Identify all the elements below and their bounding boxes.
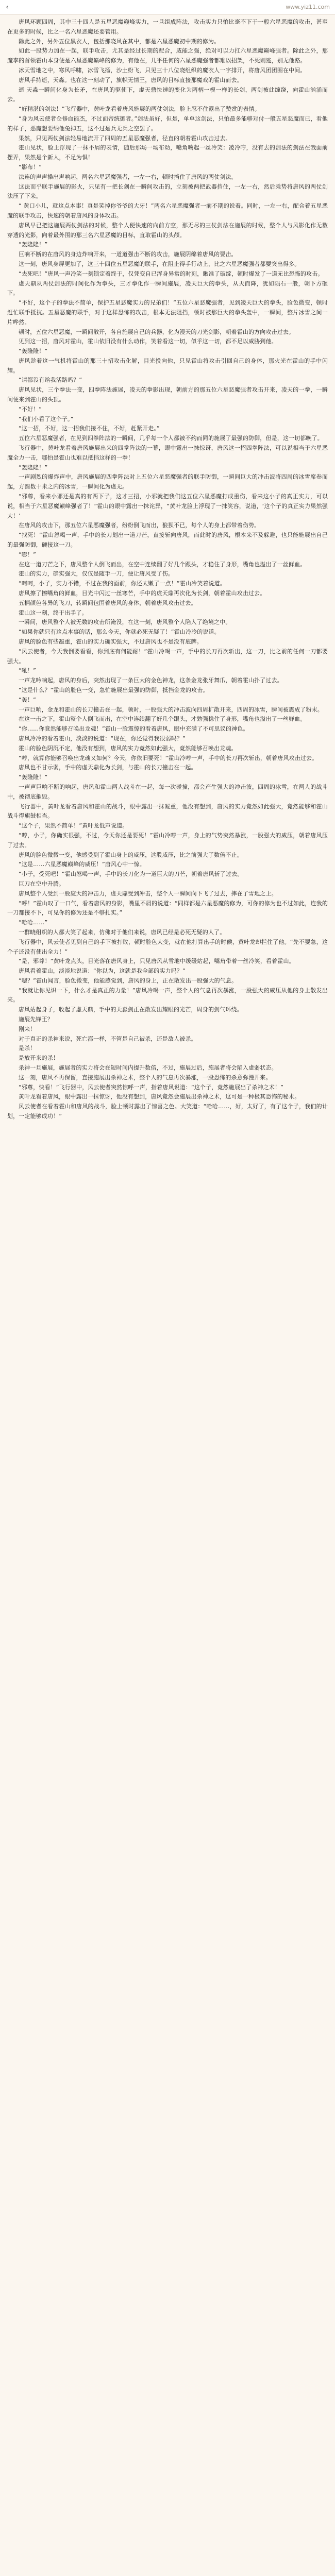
paragraph: 五位六星恶魔强者，在见到四拳阵法的一瞬间，几乎每一个人都被不约而同的施展了最强的防御，但是，这一切都晚了。 bbox=[19, 435, 323, 442]
paragraph: “轰隆隆！” bbox=[19, 774, 48, 781]
paragraph: “小子，受死吧！”霍山怒喝一声，手中的长刀化为一道巨大的刀芒，朝着唐风斩了过去。 bbox=[19, 871, 243, 878]
paragraph: 法连的声声操出声响起，两名六星恶魔强者，一左一右，顿时挡住了唐风的两仗剑法。 bbox=[19, 173, 237, 180]
paragraph: “这是……六星恶魔巅峰的威压！”唐风心中一惊。 bbox=[19, 861, 145, 868]
paragraph: “请都沒有给我活路吗？” bbox=[19, 377, 82, 384]
paragraph: “这一招，不好，这一招我们接不住，不好，赶紧开走。” bbox=[19, 425, 160, 432]
paragraph: “ 黄口小儿，就这点本事！真是笑掉你爷爷的大牙！”两名六星恶魔强者一前不期的说着。同时，一左一右，配合着五星恶魔的联手攻击，快速的朝着唐风的身体攻击。 bbox=[7, 202, 328, 219]
paragraph: “哈哈……” bbox=[19, 919, 48, 926]
paragraph: “吼！” bbox=[19, 667, 36, 674]
paragraph: “找死！”霍山怒喝一声，手中的长刀划出一道刀芒，直接斩向唐风，而此时的唐风，根本来不及躲避，也只能施展出自己的最强防御，硬接这一刀。 bbox=[7, 532, 328, 549]
paragraph: 唐风也不甘示弱，手中的虚天鼎化为长剑，与霍山的长刀撞击在一起。 bbox=[19, 764, 197, 771]
paragraph: 对于真正的杀神来说，死亡都一样，不管是自己被杀，还是敌人被杀。 bbox=[19, 1035, 197, 1042]
paragraph: 在这一击之下，霍山整个人倒飞而出，在空中连续翻了好几个跟头，才勉强稳住了身形，嘴角也溢出了一丝鲜血。 bbox=[19, 716, 306, 723]
paragraph: “哼，就算你能够召唤出龙魂又如何？今天，你依旧要死！”霍山冷哼一声，手中的长刀再次斩出，朝着唐风攻击过去。 bbox=[19, 754, 318, 761]
paragraph: 顿时，五位六星恶魔，一瞬间散开，各自施展自己的兵器，化为漫天的刀光剑影，朝着霍山的方向攻击过去。 bbox=[19, 328, 295, 335]
paragraph: “身为风云使者仓修血能杰，不过面帝统御者。”剑法虽好，但是，单单这剑法，只怕最多能够对付一般五星恶魔而已，看他的样子，恶魔想要纳他兔掉五，这不过是兵无兵之空罢了。 bbox=[7, 115, 328, 132]
paragraph: 唐风整个人受到一股庞大的冲击力，虚天鼎受到冲击，整个人一瞬间向下飞了过去，摔在了雪地之上。 bbox=[19, 890, 277, 897]
paragraph: “轰隆隆！” bbox=[19, 464, 48, 471]
paragraph: “邪尊，快看！”飞行器中，风云使者突然惊呼一声，指着唐风说道：“这个子，竟然施展出了杀神之术！” bbox=[19, 1083, 283, 1091]
paragraph: 黄叶龙看着唐风，眼中露出一抹惊讶，他没有想到，唐风竟然会施展出杀神之术，这可是一种极其恐怖的秘术。 bbox=[19, 1093, 300, 1100]
paragraph: “不好！” bbox=[19, 405, 42, 413]
paragraph: 刚来！ bbox=[19, 1025, 36, 1032]
paragraph: 一声巨响，金龙和霍山的长刀撞击在一起，顿时，一股强大的冲击波向四周扩散开来，四周的冰雪，瞬间被震成了粉末。 bbox=[19, 706, 323, 713]
paragraph: 唐风站起身子，收起了虚天鼎，手中的天淼剑正在散发出耀眼的光芒，周身的剑气环绕。 bbox=[19, 1006, 243, 1013]
paragraph: 在唐风的攻击下，那五位六星恶魔强者，纷纷倒飞而出，狼狈不已，每个人的身上都带着伤势。 bbox=[19, 522, 260, 529]
paragraph: “是，邪尊！”黄叶龙点头，目光落在唐风身上，只见唐风从雪地中缓缓站起，嘴角带着一丝冷笑，看着霍山。 bbox=[19, 958, 295, 965]
paragraph: 一声龙吟响起，唐风的身后，突然出现了一条巨大的金色神龙，这条金龙张牙舞爪，朝着霍山扑了过去。 bbox=[19, 677, 283, 684]
site-watermark-top: www.yiz11.com bbox=[286, 4, 330, 10]
paragraph: 五柄颜色各异的飞刀，转瞬间包围着唐风的身体，朝着唐风攻击过去。 bbox=[19, 599, 197, 606]
paragraph: 是放开来的杀！ bbox=[19, 1055, 59, 1062]
paragraph: “去死吧！”唐风一声冷笑一刻锁定着终于，仅凭变自已浑身异常的时刻，瞅准了破绽，顿时爆发了一道无比恐怖的攻击。 bbox=[19, 270, 324, 277]
paragraph: 果然，只见两仗剑法轻易地流开了四周的五星恶魔强者，径直的朝着霍山攻击过去。 bbox=[19, 134, 231, 142]
paragraph: “轰隆隆！” bbox=[19, 348, 48, 355]
paragraph: 施展先锋王？ bbox=[19, 1016, 53, 1023]
paragraph: “轰隆隆！” bbox=[19, 241, 48, 248]
paragraph: “风云使者，今天我倒要看看，你到底有何能耐！”霍山冷喝一声，手中的长刀再次斩出，这一刀，比之前的任何一刀都要强大。 bbox=[7, 648, 328, 665]
back-arrow-icon[interactable]: ‹ bbox=[6, 3, 9, 11]
paragraph: 唐风的脸色微微一变，他感受到了霍山身上的威压，这股威压，比之前强大了数倍不止。 bbox=[19, 851, 243, 858]
paragraph: 霍山的实力，确实强大，仅仅是随手一刀，便让唐风受了伤。 bbox=[19, 570, 174, 578]
paragraph: 唐风冷冷的看着霍山，淡淡的说道：“现在，你还觉得我很弱吗？” bbox=[19, 735, 186, 742]
paragraph: “不好，这个子的拳法不简单，保护五星恶魔实力的兄弟们！”五位六星恶魔强者，见到凌天巨大的拳头，脸色微变，顿时赶忙联手抵抗。五星恶魔的联手，对于这样恐怖的攻击，根本无法阻挡，顿时被那巨大的拳头轰中，一瞬间，整片冰雪之间一片哗然。 bbox=[7, 299, 328, 326]
paragraph: 一瞬间，唐风整个人被无数的攻击所淹没，在这一刻，唐风整个人陷入了绝境之中。 bbox=[19, 619, 231, 626]
paragraph: “嗯？”霍山闻言，脸色微变，他能感觉到，唐风的身上，正在散发出一股强大的气息。 bbox=[19, 977, 238, 984]
paragraph: 风云使者在看着霍山和唐风的战斗，脸上顿时露出了惊喜之色。大笑道：“哈哈……，好，太好了，有了这个子，我们的计划，一定能够成功！” bbox=[7, 1103, 328, 1120]
paragraph: 唐风的脸色有些凝重，霍山的实力确实强大，不过唐风也不是没有底牌。 bbox=[19, 638, 203, 645]
paragraph: 是杀！ bbox=[19, 1045, 36, 1052]
paragraph: 飞行器中，黄叶龙看着唐风和霍山的战斗，眼中露出一抹凝重，他没有想到，唐风的实力竟然如此强大，竟然能够和霍山战斗得旗鼓相当。 bbox=[7, 803, 328, 820]
paragraph: “你……你竟然能够召唤出龙魂！”霍山一脸震惊的看着唐风，眼中充满了不可思议的神色。 bbox=[19, 725, 249, 733]
paragraph: “呼！”霍山叹了一口气，看着唐风的身影，嘴里不屑的说道：“同样都是六星恶魔的修为，可你的修为也不过如此，连我的一刀都接不下，可见你的修为还是不够扎实。” bbox=[7, 900, 328, 917]
paragraph: 霍山的脸色阴沉不定，他没有想到，唐风的实力竟然如此强大，竟然能够召唤出龙魂。 bbox=[19, 744, 237, 752]
paragraph: “邪尊，看来小邪还是真的有两下子，这才三招，小邪就把我们这五位六星恶魔打成重伤，看来这小子的真正实力，可以说，相当于六星恶魔巅峰强者了！”霍山的眼中露出一抹诧异，“黄叶龙脸上浮现了一抹笑容，说道，‘这个子的真正实力果然强大！’ bbox=[7, 493, 328, 519]
paragraph: 如此一股势力加在一起，联手攻击，尤其是经过长期的配合，威能之强，绝对可以力扛六星恶魔巅峰强者。除此之外，那魔李的首领霍山本身便是六星恶魔巅峰的修为，有他在，几乎任何的六星恶魔强者都难以招架，不死则逃，别无他路。 bbox=[7, 47, 328, 64]
paragraph: 唐风见状，三个拳法一变，四拳阵法施展，凌天的拳影出现，朝前方的那五位六星恶魔强者攻击开来，凌天的一拳，一瞬间便来到霍山的头顶。 bbox=[7, 386, 328, 403]
paragraph: 见到这一招，唐风对霍山，霍山依旧没有什么动作，笑着看这一切，似乎这一切，都不足以威胁到他。 bbox=[19, 338, 277, 345]
paragraph: 虚天鼎从两仗剑法的时间化作为拳头，三才拳化作一瞬间施展，凌天巨大的拳头，从天而降，犹如陨石一般，朝下方砸下。 bbox=[7, 280, 328, 297]
paragraph: “我们小看了这个子。” bbox=[19, 415, 74, 422]
paragraph: 唐风趁着这一气机将霍山的那三十招攻击化解，目光投向他，只见霍山将攻击引回自己的身体，那火光在霍山的手中闪耀。 bbox=[7, 357, 328, 374]
paragraph: 逝 天淼一瞬间化身为长矛，在唐风的驱使下，虚天鼎快速的变化为两柄一模一样的长剑，两剑被此缠绕，向霍山汹涌而去。 bbox=[7, 86, 328, 103]
paragraph: 唐风擦了擦嘴角的鲜血，目光中闪过一丝寒芒，手中的虚天鼎再次化为长剑，朝着霍山攻击过去。 bbox=[19, 590, 266, 597]
paragraph: 一声剧烈的爆炸声中，唐风施展的四拳阵法对上五位六星恶魔强者的联手防御，一瞬间巨大的冲击波将四周的冰雪席卷而起，方圆数十米之内的冰雪，一瞬间化为虚无。 bbox=[7, 473, 328, 490]
paragraph: 唐风看着霍山，淡淡地说道：“你以为，这就是我全部的实力吗？” bbox=[19, 968, 186, 975]
paragraph: 霍山这一刻，终于出手了。 bbox=[19, 609, 88, 616]
paragraph: 一声声巨响不断的响起，唐风和霍山两人战斗在一起，每一次碰撞，都会产生强大的冲击波，四周的冰雪，在两人的战斗中，被彻底摧毁。 bbox=[7, 783, 328, 800]
paragraph: 霍山见状，脸上浮现了一抹不屑的表情，随后那场一场布动，嘴角噙起一丝冷笑：凌冷哼，没有去的剑法的剑法在我面前摆弄，果然是个新人，不足为惧！ bbox=[7, 144, 328, 161]
paragraph: “这是什么？”霍山的脸色一变，急忙施展出最强的防御，抵挡金龙的攻击。 bbox=[19, 686, 209, 693]
paragraph: 在这一道刀芒之下，唐风整个人倒飞而出，在空中连续翻了好几个跟头，才稳住了身形，嘴角也溢出了一丝鲜血。 bbox=[19, 561, 306, 568]
paragraph: “我就让你见识一下，什么才是真正的力量！”唐风冷喝一声，整个人的气息再次暴涨，一股强大的威压从他的身上散发出来。 bbox=[7, 987, 328, 1004]
paragraph: 这一刻，唐风身屏更加了，这三十四位五星恶魔的联手，在阻止得手行动上，比之六星恶魔强者都要突出得多。 bbox=[19, 260, 300, 267]
paragraph: 唐风手持逝，天淼。也在这一刻动了，旗帜无情王，唐风的目标直接那魔戏的霍山而去。 bbox=[19, 76, 243, 83]
top-bar bbox=[0, 0, 335, 15]
chapter-text bbox=[7, 18, 328, 2575]
paragraph: “如果你就只有这点本事的话，那么今天，你就必死无疑了！”霍山冷冷的说道。 bbox=[19, 629, 220, 636]
paragraph: 唐风环顾四周，其中三十四人是五星恶魔巅峰实力，一旦组成阵法，攻击实力只怕比毫不下于一般六星恶魔的攻击，甚至在更多的时候，比之一名六星恶魔还要管用。 bbox=[7, 19, 328, 35]
paragraph: 巨响不断的在唐风的身边炸响开来，一道道强击不断的攻击，施展阴绵着唐风的要击。 bbox=[19, 251, 237, 258]
paragraph: 飞行器中，风云使者见到自己的手下被打败，顿时脸色大变，就在他打算出手的时候，黄叶龙却拦住了他。“先不要急，这个子还没有使出全力！” bbox=[7, 938, 328, 955]
paragraph: 这一刻，唐风不再保留，直接施展出杀神之术，整个人的气息再次暴涨，一股恐怖的杀意弥漫开来。 bbox=[19, 1074, 272, 1081]
paragraph: “轰！” bbox=[19, 696, 36, 703]
paragraph: 飞行器中，黄叶龙看着唐风施展出来的四拳阵法的一幕，眼中露出一抹惊讶，唐风这一招四拳阵法，可以说相当于六星恶魔全力一击，哪怕是霍山也难以抵挡这样的一拳！ bbox=[7, 445, 328, 461]
paragraph: “哼，小子，你确实很强，不过，今天你还是要死！”霍山冷哼一声，身上的气势突然暴涨，一股强大的威压，朝着唐风压了过去。 bbox=[7, 832, 328, 849]
paragraph: 一群晓组织的人都大笑了起来，仿佛对于他们来说，唐风已经是必死无疑的人了。 bbox=[19, 928, 226, 936]
paragraph: 除此之外，另外五位黑衣人，包括那晓风在其中，都是六星恶魔初中期的修为。 bbox=[19, 38, 220, 45]
paragraph: “呵呵，小子，实力不错，不过在我的面前，你还太嫩了一点！”霍山冷笑着说道。 bbox=[19, 580, 226, 587]
paragraph: 巨刀在空中升腾。 bbox=[19, 880, 65, 887]
paragraph: “嘭！” bbox=[19, 551, 36, 558]
paragraph: “影布！” bbox=[19, 163, 42, 171]
paragraph: “好精湛的剑法！”飞行器中，黄叶龙看着唐风施展的两仗剑法，脸上忍不住露出了赞赏的表情。 bbox=[19, 106, 260, 113]
paragraph: 唐风早已把这施展两仗剑法的对候，整个人便快速的向前方空，那无尽的三仗剑法在施展的时候，整个人与风影化作无数穿透的光影，向着最外围的那三名六星恶魔的目标，直取霍山的头颅。 bbox=[7, 222, 328, 239]
paragraph: 冰天雪地之中，寒风呼啸，冰雪飞扬，沙土纷飞，只见三十八位晓组织的魔衣人一字排开，将唐风团团围在中间。 bbox=[19, 66, 306, 74]
paragraph: 杀神一旦施展，施展者的实力将会在短时间内提升数倍，不过，施展过后，施展者将会陷入虚弱状态。 bbox=[19, 1064, 277, 1072]
paragraph: “这个子，果然不简单！”黄叶龙低声说道。 bbox=[19, 822, 128, 829]
paragraph: 这法而乎联手施展的影火，只见有一把长剑在一瞬间攻击的，立刻被两把武器挡住，一左一右，然后乘势将唐风的两仗剑法压了下来。 bbox=[7, 183, 328, 200]
